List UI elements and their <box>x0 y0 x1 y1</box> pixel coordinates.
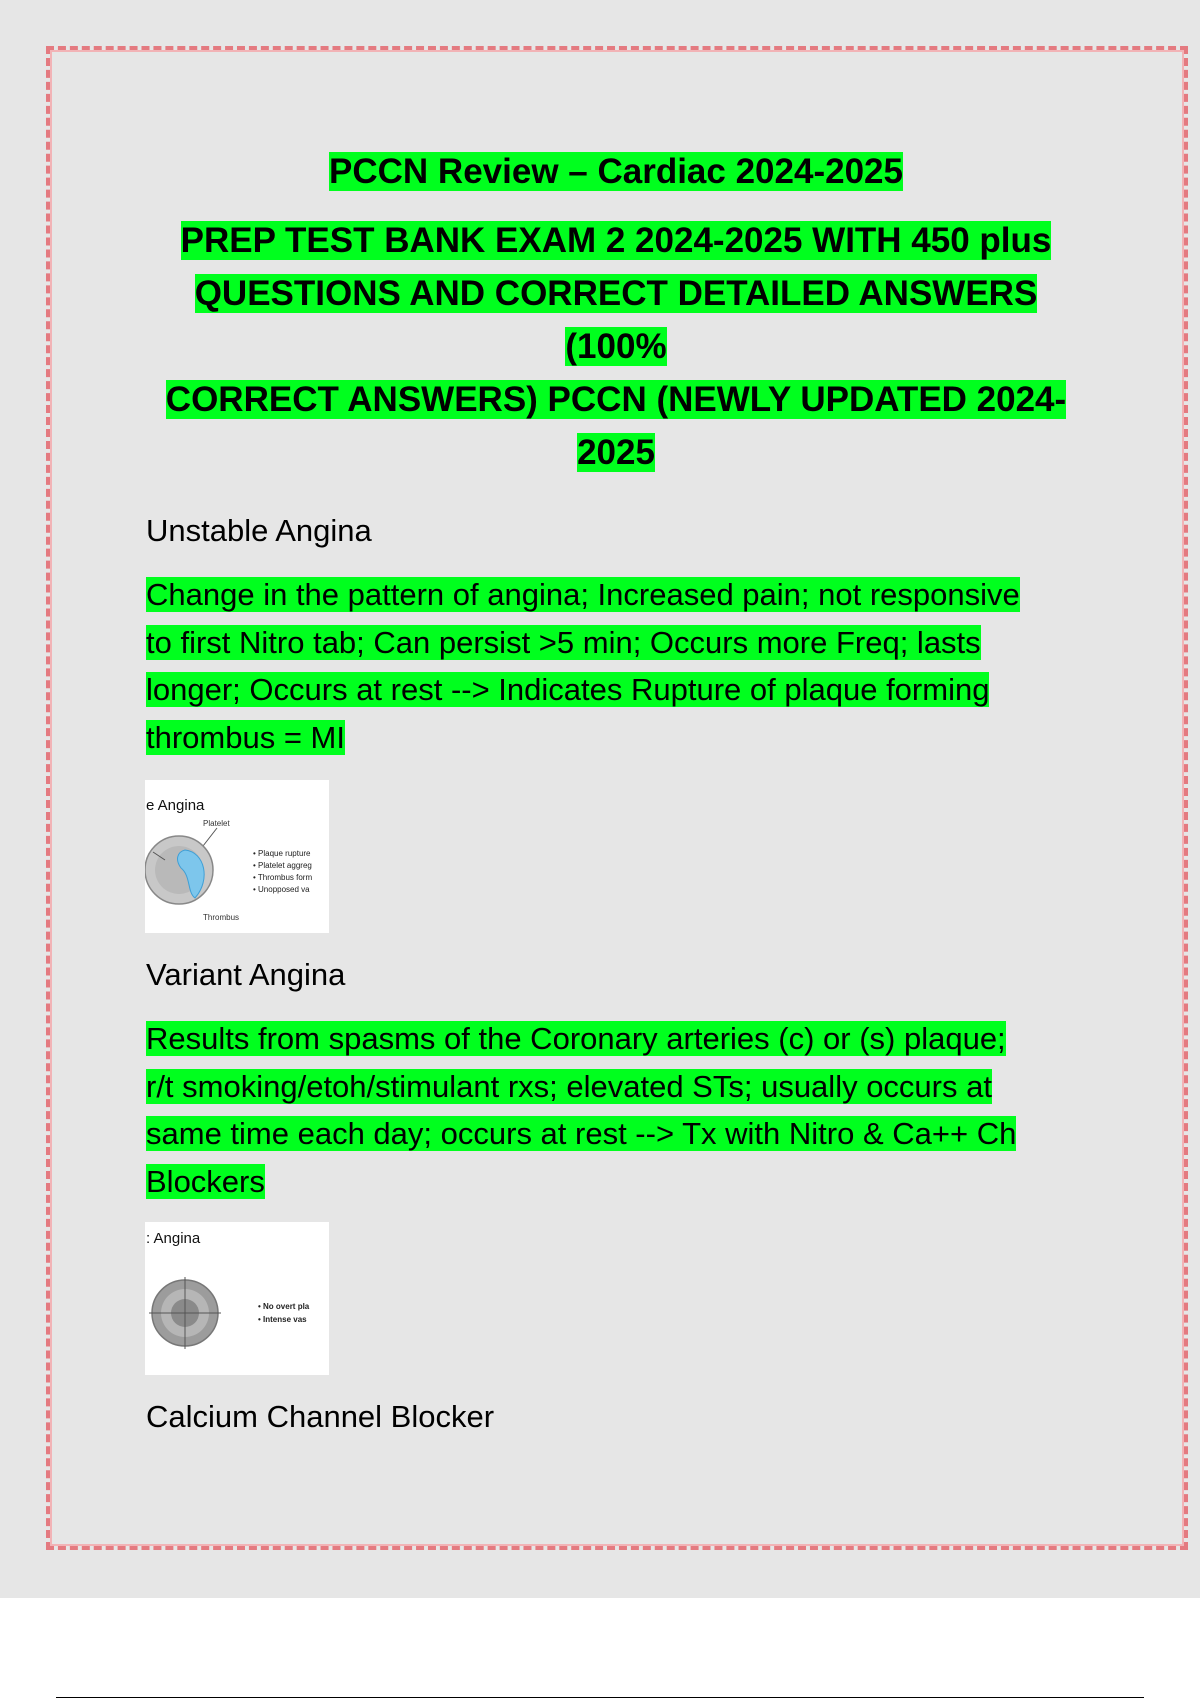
term-heading-unstable-angina: Unstable Angina <box>146 513 372 548</box>
figure-bullet: • Intense vas <box>258 1315 307 1324</box>
definition-line: thrombus = MI <box>146 719 345 755</box>
figure-label-platelet: Platelet <box>203 819 230 828</box>
subtitle-line: CORRECT ANSWERS) PCCN (NEWLY UPDATED 2024- <box>165 380 1067 419</box>
figure-title: e Angina <box>146 797 205 814</box>
unstable-angina-figure <box>145 780 329 933</box>
definition-line: Blockers <box>146 1163 265 1199</box>
subtitle-line: PREP TEST BANK EXAM 2 2024-2025 WITH 450 plus <box>180 221 1052 260</box>
subtitle-line: QUESTIONS AND CORRECT DETAILED ANSWERS (100% <box>194 274 1038 366</box>
definition-line: Change in the pattern of angina; Increased pain; not responsive <box>146 577 1020 612</box>
definition-line: Results from spasms of the Coronary arteries (c) or (s) plaque; <box>146 1021 1006 1056</box>
term-heading-calcium-channel-blocker: Calcium Channel Blocker <box>146 1399 495 1434</box>
subtitle-line: 2025 <box>577 433 655 472</box>
document-subtitle <box>160 214 1072 479</box>
figure-bullet: • Thrombus form <box>253 873 313 882</box>
definition-line: longer; Occurs at rest --> Indicates Rupture of plaque forming <box>146 672 990 707</box>
definition-line: same time each day; occurs at rest --> Tx with Nitro & Ca++ Ch <box>146 1116 1017 1151</box>
figure-bullet: • Platelet aggreg <box>253 861 312 870</box>
figure-bullet: • Unopposed va <box>253 885 310 894</box>
term-heading-variant-angina: Variant Angina <box>146 957 346 992</box>
title-highlight: PCCN Review – Cardiac 2024-2025 <box>329 152 903 191</box>
figure-label-thrombus: Thrombus <box>203 913 240 922</box>
definition-line: r/t smoking/etoh/stimulant rxs; elevated STs; usually occurs at <box>146 1068 992 1104</box>
document-title <box>0 148 1200 196</box>
figure-title: : Angina <box>146 1230 201 1247</box>
definition-line: to first Nitro tab; Can persist >5 min; Occurs more Freq; lasts <box>146 624 981 660</box>
variant-angina-figure <box>145 1222 329 1375</box>
figure-bullet: • Plaque rupture <box>253 849 311 858</box>
figure-bullet: • No overt pla <box>258 1302 310 1311</box>
definition-unstable-angina <box>146 571 1086 761</box>
footer-divider <box>56 1697 1144 1698</box>
definition-variant-angina <box>146 1015 1086 1205</box>
